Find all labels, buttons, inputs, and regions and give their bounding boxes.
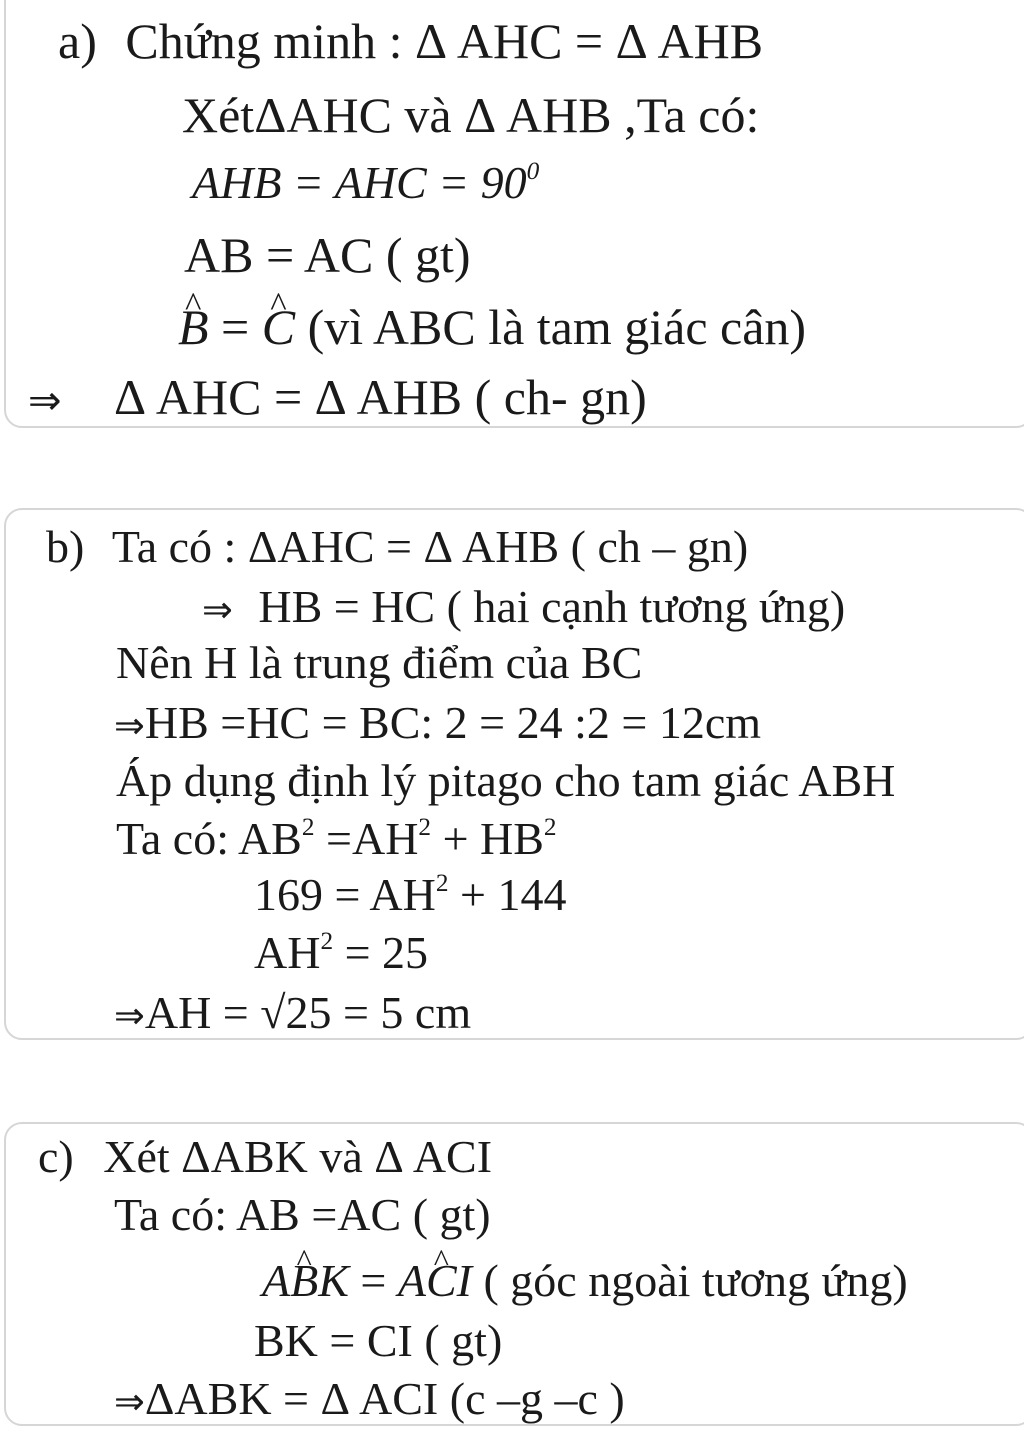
part-b-hb: + HB xyxy=(431,813,544,864)
part-b-text9: AH = √25 = 5 cm xyxy=(144,987,472,1038)
square-exponent: 2 xyxy=(320,927,334,956)
implies-arrow-icon: ⇒ xyxy=(114,704,145,747)
part-a-consider: XétΔAHC và Δ AHB ,Ta có: xyxy=(182,87,760,143)
part-a-angle-text: AHB = AHC = 90 xyxy=(192,157,527,208)
part-a-degree: 0 xyxy=(526,157,540,186)
part-c-line1 xyxy=(38,1131,493,1182)
part-b-25: = 25 xyxy=(333,927,429,978)
part-b-line8 xyxy=(254,927,429,978)
part-b-label: b) xyxy=(46,521,85,572)
angle-aci-c-hat: ^ C xyxy=(426,1258,457,1304)
square-exponent: 2 xyxy=(435,869,449,898)
part-c-line3 xyxy=(262,1255,908,1306)
part-b-panel xyxy=(4,508,1024,1040)
part-b-line7 xyxy=(254,869,567,920)
equals-sign: = xyxy=(208,299,262,355)
part-c-panel xyxy=(4,1122,1024,1426)
part-b-line2 xyxy=(202,581,846,632)
part-b-text1: Ta có : ΔAHC = Δ AHB ( ch – gn) xyxy=(111,521,749,572)
part-a-angle-equation xyxy=(192,157,540,208)
part-b-144: + 144 xyxy=(448,869,567,920)
part-c-text1: Xét ΔABK và Δ ACI xyxy=(103,1131,493,1182)
part-b-line6 xyxy=(116,813,557,864)
part-b-text4: HB =HC = BC: 2 = 24 :2 = 12cm xyxy=(144,697,762,748)
angle-abk-k: K xyxy=(318,1255,349,1306)
part-b-text2: HB = HC ( hai cạnh tương ứng) xyxy=(258,581,846,632)
part-a-sides: AB = AC ( gt) xyxy=(184,227,471,283)
part-a-heading-line xyxy=(58,13,764,69)
part-b-169: 169 = AH xyxy=(254,869,436,920)
angle-b-hat: ^ B xyxy=(178,302,209,352)
implies-arrow-icon: ⇒ xyxy=(28,378,62,424)
part-a-angles-bc xyxy=(178,299,807,355)
angle-abk-a: A xyxy=(262,1255,291,1306)
part-c-text5: ΔABK = Δ ACI (c –g –c ) xyxy=(144,1373,625,1424)
part-c-label: c) xyxy=(38,1131,74,1182)
part-c-angle-reason: ( góc ngoài tương ứng) xyxy=(471,1255,908,1306)
part-c-line4: BK = CI ( gt) xyxy=(254,1315,503,1366)
angle-c-hat: ^ C xyxy=(262,302,295,352)
part-a-conclusion-line xyxy=(28,369,647,425)
square-exponent: 2 xyxy=(543,813,557,842)
part-b-line3: Nên H là trung điểm của BC xyxy=(116,637,643,688)
square-exponent: 2 xyxy=(418,813,432,842)
part-a-heading: Chứng minh : Δ AHC = Δ AHB xyxy=(125,13,764,69)
angle-abk-b-hat: ^ B xyxy=(290,1258,318,1304)
part-b-line4 xyxy=(114,697,762,748)
part-b-line1 xyxy=(46,521,749,572)
part-a-conclusion: Δ AHC = Δ AHB ( ch- gn) xyxy=(114,369,647,425)
angle-aci-i: I xyxy=(456,1255,472,1306)
implies-arrow-icon: ⇒ xyxy=(114,994,145,1037)
part-b-ab: Ta có: AB xyxy=(116,813,302,864)
part-b-ah: =AH xyxy=(314,813,419,864)
angle-aci-a: A xyxy=(397,1255,426,1306)
part-b-line9 xyxy=(114,987,472,1038)
part-c-line5 xyxy=(114,1373,625,1424)
implies-arrow-icon: ⇒ xyxy=(202,588,233,631)
part-b-line5: Áp dụng định lý pitago cho tam giác ABH xyxy=(116,755,896,806)
part-a-angle-reason: (vì ABC là tam giác cân) xyxy=(295,299,807,355)
implies-arrow-icon: ⇒ xyxy=(114,1380,145,1423)
part-c-line2: Ta có: AB =AC ( gt) xyxy=(114,1189,491,1240)
equals-sign: = xyxy=(348,1255,398,1306)
part-a-label: a) xyxy=(58,13,97,69)
square-exponent: 2 xyxy=(301,813,315,842)
part-b-ah-sq: AH xyxy=(254,927,321,978)
part-a-panel xyxy=(4,0,1024,428)
